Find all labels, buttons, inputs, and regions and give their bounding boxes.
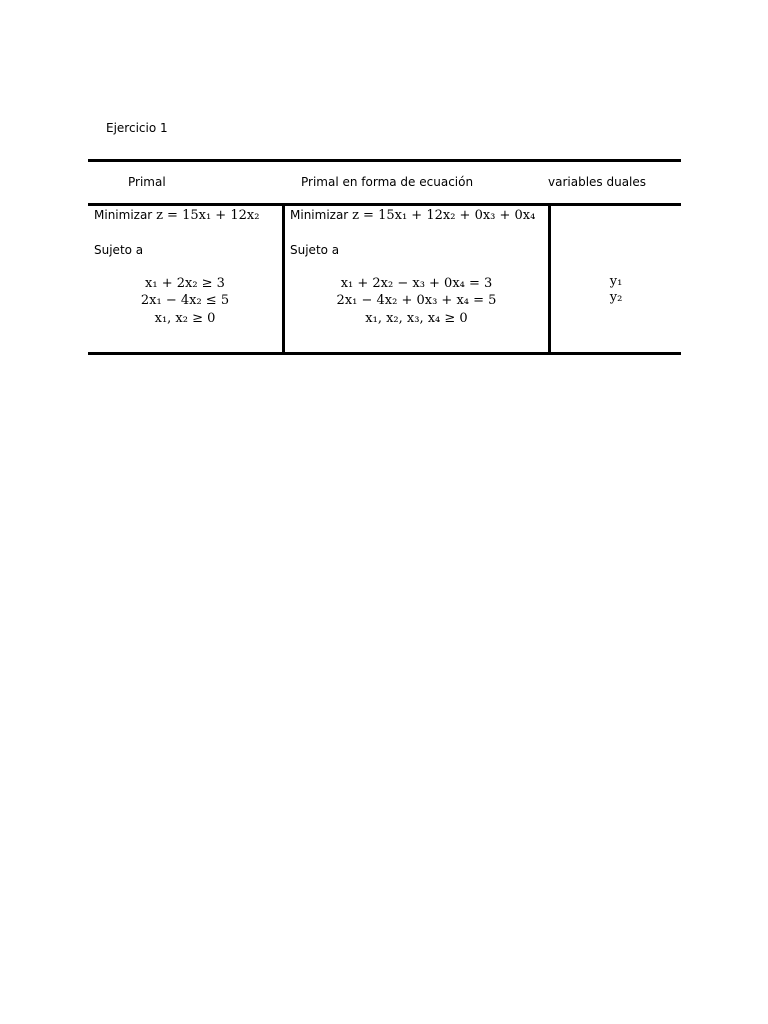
equation-nonnegativity: x₁, x₂, x₃, x₄ ≥ 0 <box>365 311 468 326</box>
primal-constraint-1: x₁ + 2x₂ ≥ 3 <box>145 276 225 291</box>
primal-subject-to: Sujeto a <box>94 243 144 257</box>
primal-objective-expr: z = 15x₁ + 12x₂ <box>156 208 260 223</box>
primal-objective <box>94 208 259 223</box>
table-bottom-rule <box>88 352 681 355</box>
primal-constraint-2: 2x₁ − 4x₂ ≤ 5 <box>140 293 230 308</box>
primal-dual-table <box>88 159 681 355</box>
header-primal: Primal <box>128 175 166 189</box>
equation-objective-expr: z = 15x₁ + 12x₂ + 0x₃ + 0x₄ <box>352 208 536 223</box>
equation-constraint-1: x₁ + 2x₂ − x₃ + 0x₄ = 3 <box>340 276 493 291</box>
equation-objective-label: Minimizar <box>290 208 349 222</box>
exercise-title: Ejercicio 1 <box>106 121 168 135</box>
equation-constraint-2: 2x₁ − 4x₂ + 0x₃ + x₄ = 5 <box>336 293 497 308</box>
table-header-rule <box>88 203 681 206</box>
equation-subject-to: Sujeto a <box>290 243 340 257</box>
header-dual-variables: variables duales <box>548 175 647 189</box>
primal-nonnegativity: x₁, x₂ ≥ 0 <box>154 311 216 326</box>
equation-objective <box>290 208 535 223</box>
dual-variable-y2: y₂ <box>609 290 623 305</box>
dual-variable-y1: y₁ <box>609 274 623 289</box>
primal-objective-label: Minimizar <box>94 208 153 222</box>
header-equation-form: Primal en forma de ecuación <box>301 175 474 189</box>
table-top-rule <box>88 159 681 162</box>
